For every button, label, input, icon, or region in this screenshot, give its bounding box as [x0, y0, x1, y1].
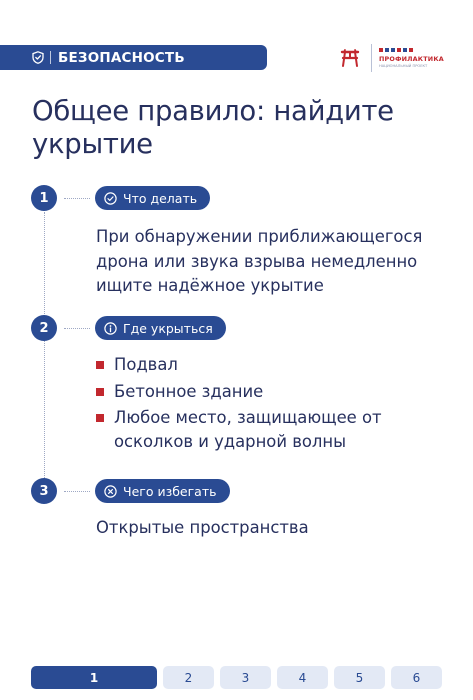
logo-color-bars: [379, 48, 413, 52]
step-label: Что делать: [123, 190, 198, 206]
step-connector-dots: [64, 491, 90, 492]
check-circle-icon: [104, 192, 117, 205]
step-label: Чего избегать: [123, 483, 217, 499]
header-divider: [50, 51, 51, 64]
shield-icon: [32, 51, 44, 64]
page-tab-5[interactable]: 5: [334, 666, 385, 689]
step-description: При обнаружении приближающегося дрона или звука взрыва немедленно ищите надёжное укрытие: [96, 227, 423, 295]
logo-bar: [379, 48, 383, 52]
logo-bar: [385, 48, 389, 52]
step-number-3: 3: [31, 478, 57, 504]
list-item: Любое место, защищающее от осколков и ударной волны: [96, 406, 386, 454]
section-label: БЕЗОПАСНОСТЬ: [58, 49, 185, 66]
page-tab-6[interactable]: 6: [391, 666, 442, 689]
timeline-connector: [44, 341, 45, 478]
step-number-2: 2: [31, 315, 57, 341]
step-number-1: 1: [31, 185, 57, 211]
logo-bar: [397, 48, 401, 52]
step-description: Открытые пространства: [96, 518, 309, 537]
step-pill-where-to-shelter: [95, 316, 226, 340]
step-pill-what-to-do: [95, 186, 210, 210]
step-label: Где укрыться: [123, 320, 213, 336]
bullet-square: [96, 361, 104, 369]
page-tab-1[interactable]: 1: [31, 666, 157, 689]
timeline-connector: [44, 212, 45, 316]
bench-logo-icon: [338, 45, 362, 69]
page-tabs: [31, 666, 442, 689]
bullet-square: [96, 388, 104, 396]
step-connector-dots: [64, 328, 90, 329]
step-connector-dots: [64, 198, 90, 199]
shelter-list: [96, 353, 386, 457]
logo-brand-text: ПРОФИЛАКТИКА: [379, 55, 444, 63]
logo-bar: [391, 48, 395, 52]
info-circle-icon: [104, 322, 117, 335]
logo-bar: [409, 48, 413, 52]
logo-subtitle: НАЦИОНАЛЬНЫЙ ПРОЕКТ: [379, 64, 428, 68]
section-header: [0, 45, 267, 70]
x-circle-icon: [104, 485, 117, 498]
page-tab-3[interactable]: 3: [220, 666, 271, 689]
step-pill-what-to-avoid: [95, 479, 230, 503]
page-title: Общее правило: найдите укрытие: [32, 95, 394, 160]
logo-bar: [403, 48, 407, 52]
bullet-square: [96, 414, 104, 422]
project-logo: [338, 44, 450, 74]
logo-divider: [371, 44, 372, 72]
page-tab-2[interactable]: 2: [163, 666, 214, 689]
list-item: Подвал: [96, 353, 386, 377]
list-item: Бетонное здание: [96, 380, 386, 404]
page-tab-4[interactable]: 4: [277, 666, 328, 689]
